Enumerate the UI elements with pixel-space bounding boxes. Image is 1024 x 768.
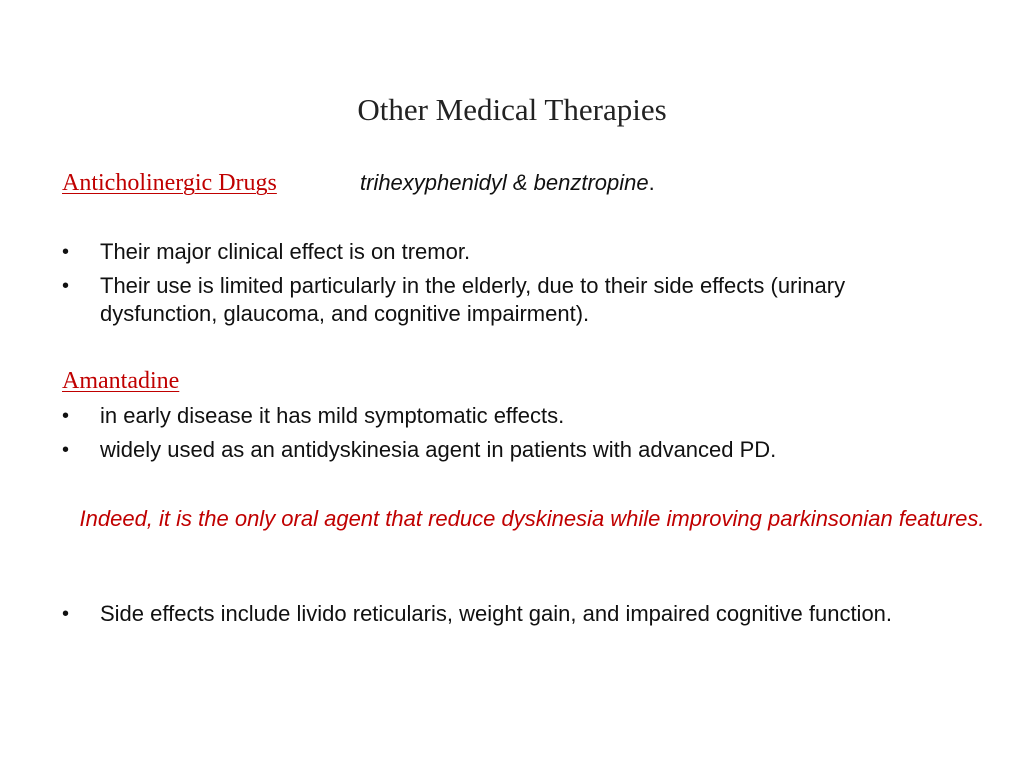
bullet-text: Their use is limited particularly in the elderly, due to their side effects (urinary dysfunction, glaucoma, and cognitive impairment). (100, 273, 846, 326)
drug-names-text: trihexyphenidyl & benztropine (360, 170, 649, 195)
bullet-text: in early disease it has mild symptomatic effects. (100, 403, 565, 428)
bullet-dot: • (62, 275, 70, 297)
bullet-item (62, 600, 952, 628)
bullet-text: widely used as an antidyskinesia agent in patients with advanced PD. (100, 437, 777, 462)
bullet-text: Their major clinical effect is on tremor. (100, 239, 471, 264)
drug-names-period: . (648, 170, 655, 195)
bullet-dot: • (62, 603, 70, 625)
bullet-dot: • (62, 241, 70, 263)
bullet-dot: • (62, 439, 70, 461)
bullet-text: Side effects include livido reticularis, weight gain, and impaired cognitive function. (100, 601, 893, 626)
section-heading-amantadine: Amantadine (62, 368, 180, 394)
drug-names (360, 170, 655, 196)
bullet-dot: • (62, 405, 70, 427)
bullet-item (62, 436, 952, 464)
bullet-item (62, 238, 952, 266)
bullet-item (62, 272, 952, 328)
emphasis-note: Indeed, it is the only oral agent that reduce dyskinesia while improving parkinsonian features. (79, 506, 985, 531)
slide-title: Other Medical Therapies (357, 92, 667, 127)
bullet-item (62, 402, 952, 430)
section-heading-anticholinergic: Anticholinergic Drugs (62, 170, 277, 196)
